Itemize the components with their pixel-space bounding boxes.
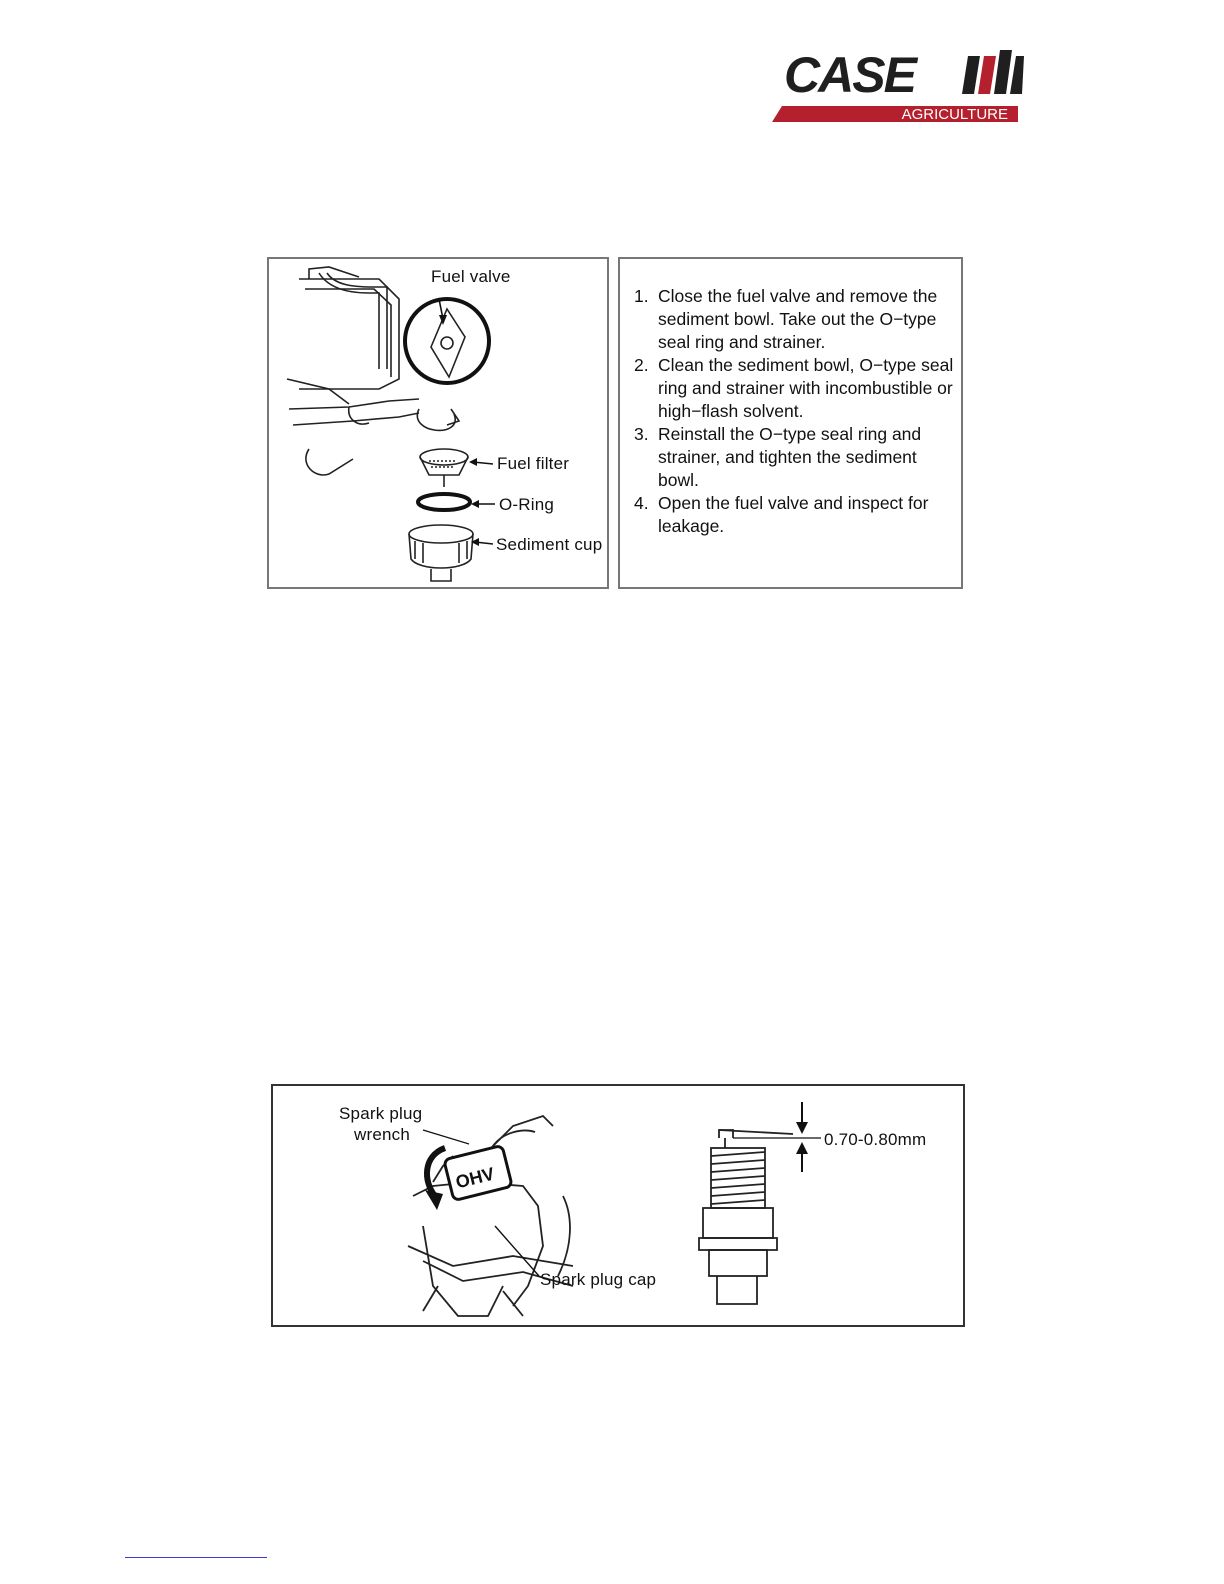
sediment-cup-label: Sediment cup bbox=[496, 535, 603, 554]
o-ring-icon bbox=[418, 494, 470, 510]
o-ring-label: O-Ring bbox=[499, 495, 555, 514]
spark-plug-wrench-label-line2: wrench bbox=[354, 1125, 411, 1144]
case-ih-agriculture-logo bbox=[768, 44, 1024, 124]
fuel-system-illustration bbox=[267, 257, 609, 589]
footer-rule bbox=[125, 1557, 267, 1558]
fuel-filter-icon bbox=[420, 449, 468, 487]
list-item: 1. Close the fuel valve and remove the sediment bowl. Take out the O−type seal ring and strainer. bbox=[634, 286, 938, 352]
fuel-maintenance-steps bbox=[618, 257, 963, 589]
electrode-gap-label: 0.70-0.80mm bbox=[824, 1130, 927, 1149]
logo-ih-mark bbox=[962, 50, 1024, 94]
list-item: 2. Clean the sediment bowl, O−type seal ring and strainer with incombustible or high−flash solvent. bbox=[634, 355, 954, 421]
list-item: 4. Open the fuel valve and inspect for leakage. bbox=[634, 493, 929, 536]
fuel-valve-label: Fuel valve bbox=[431, 267, 511, 286]
list-item: 3. Reinstall the O−type seal ring and strainer, and tighten the sediment bowl. bbox=[634, 424, 922, 490]
sediment-cup-icon bbox=[409, 525, 473, 581]
spark-plug-illustration bbox=[271, 1084, 965, 1327]
logo-subtitle: AGRICULTURE bbox=[901, 106, 1008, 123]
ohv-label: OHV bbox=[453, 1163, 497, 1193]
logo-wordmark: CASE bbox=[784, 47, 915, 103]
spark-plug-cap-label: Spark plug cap bbox=[540, 1270, 657, 1289]
spark-plug-wrench-label-line1: Spark plug bbox=[339, 1104, 423, 1123]
fuel-filter-label: Fuel filter bbox=[497, 454, 570, 473]
steps-list bbox=[634, 285, 958, 538]
spark-plug-icon bbox=[699, 1130, 793, 1304]
rotation-arrow-icon bbox=[427, 1148, 445, 1196]
